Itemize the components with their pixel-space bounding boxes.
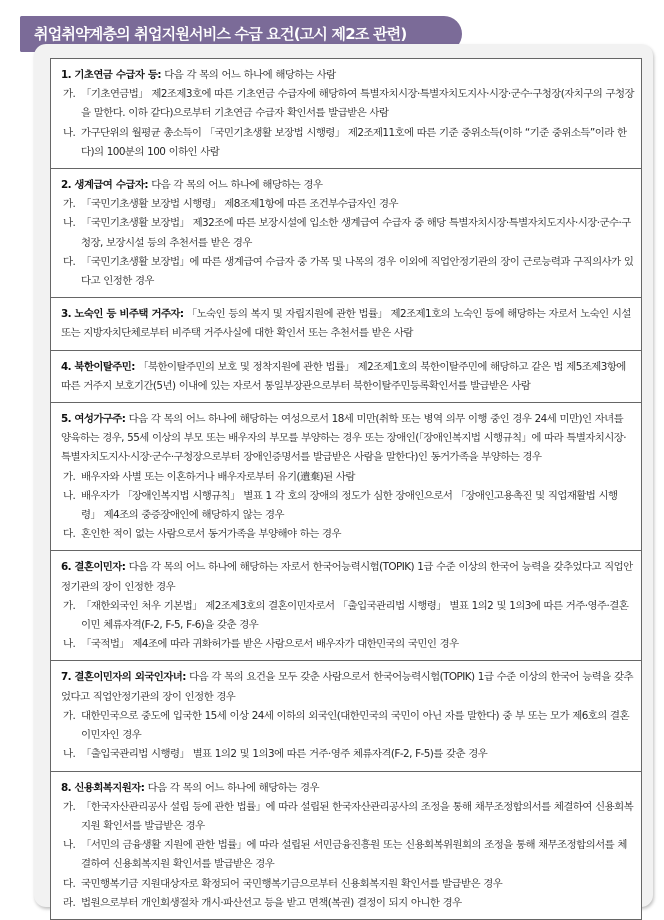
section-heading — [61, 305, 635, 343]
requirement-section-2 — [51, 168, 641, 297]
list-item — [61, 468, 635, 487]
item-marker: 나. — [63, 839, 76, 852]
item-marker: 나. — [63, 217, 76, 230]
section-title: 생계급여 수급자: — [74, 179, 148, 192]
section-description: 다음 각 목의 요건을 모두 갖춘 사람으로서 한국어능력시험(TOPIK) 1급 수준 이상의 한국어 능력을 갖추었다고 직업안정기관의 장이 인정한 경우 — [61, 671, 633, 703]
list-item — [61, 195, 635, 214]
section-number: 1. — [61, 69, 72, 81]
item-text: 「국민기초생활 보장법 시행령」 제8조제1항에 따른 조건부수급자인 경우 — [81, 198, 398, 211]
list-item — [61, 487, 635, 525]
section-number: 6. — [61, 561, 72, 574]
requirement-section-1 — [51, 58, 641, 168]
section-number: 5. — [61, 413, 72, 426]
list-item — [61, 124, 635, 162]
list-item — [61, 525, 635, 544]
item-text: 대한민국으로 중도에 입국한 15세 이상 24세 이하의 외국인(대한민국의 국민이 아닌 자를 말한다) 중 부 또는 모가 제6호의 결혼이민자인 경우 — [81, 709, 629, 742]
item-text: 배우자와 사별 또는 이혼하거나 배우자로부터 유기(遺棄)된 사람 — [81, 470, 355, 483]
list-item — [61, 875, 635, 894]
item-marker: 가. — [63, 198, 76, 211]
section-number: 2. — [61, 179, 72, 192]
requirement-section-3 — [51, 297, 641, 349]
item-marker: 다. — [63, 877, 76, 890]
item-marker: 가. — [63, 709, 76, 722]
section-description: 다음 각 목의 어느 하나에 해당하는 여성으로서 18세 미만(취학 또는 병역 의무 이행 중인 경우 24세 미만)인 자녀를 양육하는 경우, 55세 이상의 부모 또는 배우자의 부모를 부양하는 경우 또는 장애인(「장애인복지법 시행규칙」에 따라 특별자치시장·특별자치도지사·시장·군수·구청장으로부터 장애인증명서를 발급받은 사람을 말한다)인 동거가족을 부양하는 경우 — [61, 413, 627, 464]
requirement-section-4 — [51, 350, 641, 402]
section-number: 3. — [61, 308, 72, 321]
list-item — [61, 707, 635, 745]
section-title: 신용회복지원자: — [74, 781, 145, 794]
requirement-section-6 — [51, 550, 641, 660]
list-item — [61, 214, 635, 252]
section-heading — [61, 358, 635, 396]
list-item — [61, 836, 635, 874]
section-heading — [61, 176, 635, 195]
section-heading — [61, 668, 635, 706]
list-item — [61, 597, 635, 635]
item-text: 「서민의 금융생활 지원에 관한 법률」에 따라 설립된 서민금융진흥원 또는 신용회복위원회의 조정을 통해 채무조정합의서를 체결하여 신용회복지원 확인서를 발급받은 경우 — [81, 839, 627, 871]
section-number: 8. — [61, 781, 72, 794]
section-heading — [61, 410, 635, 468]
section-heading — [61, 558, 635, 596]
section-heading — [61, 66, 635, 85]
section-description: 다음 각 목의 어느 하나에 해당하는 경우 — [147, 781, 319, 794]
section-description: 다음 각 목의 어느 하나에 해당하는 사람 — [164, 69, 336, 81]
list-item — [61, 635, 635, 654]
section-title: 여성가구주: — [74, 413, 126, 426]
item-marker: 가. — [63, 800, 76, 813]
requirements-table — [50, 58, 642, 920]
item-marker: 나. — [63, 638, 76, 651]
section-title: 결혼이민자의 외국인자녀: — [74, 671, 186, 684]
requirement-section-5 — [51, 402, 641, 550]
section-title: 기초연금 수급자 등: — [74, 69, 161, 81]
item-text: 「재한외국인 처우 기본법」 제2조제3호의 결혼이민자로서 「출입국관리법 시행령」 별표 1의2 및 1의3에 따른 거주·영주·결혼이민 체류자격(F-2, F-5, F-6)을 갖춘 경우 — [81, 599, 629, 632]
item-marker: 다. — [63, 528, 76, 541]
section-title: 노숙인 등 비주택 거주자: — [74, 308, 184, 321]
item-text: 「한국자산관리공사 설립 등에 관한 법률」에 따라 설립된 한국자산관리공사의 조정을 통해 채무조정합의서를 체결하여 신용회복지원 확인서를 발급받은 경우 — [81, 800, 634, 832]
list-item — [61, 745, 635, 764]
item-marker: 다. — [63, 255, 76, 268]
item-text: 「국적법」 제4조에 따라 귀화허가를 받은 사람으로서 배우자가 대한민국의 국민인 경우 — [81, 638, 459, 651]
item-text: 법원으로부터 개인회생절차 개시·파산선고 등을 받고 면책(복권) 결정이 되지 아니한 경우 — [81, 896, 462, 909]
item-text: 국민행복기금 지원대상자로 확정되어 국민행복기금으로부터 신용회복지원 확인서를 발급받은 경우 — [81, 877, 503, 890]
section-description: 「노숙인 등의 복지 및 자립지원에 관한 법률」 제2조제1호의 노숙인 등에 해당하는 자로서 노숙인 시설 또는 지방자치단체로부터 비주택 거주사실에 대한 확인서 또는 추천서를 받은 사람 — [61, 308, 631, 340]
list-item — [61, 894, 635, 913]
list-item — [61, 798, 635, 836]
section-title: 북한이탈주민: — [74, 360, 135, 373]
section-heading — [61, 779, 635, 798]
section-description: 다음 각 목의 어느 하나에 해당하는 경우 — [151, 179, 323, 192]
list-item — [61, 85, 635, 123]
section-title: 결혼이민자: — [74, 561, 126, 574]
item-marker: 나. — [63, 748, 76, 761]
item-marker: 가. — [63, 599, 76, 612]
section-description: 「북한이탈주민의 보호 및 정착지원에 관한 법률」 제2조제1호의 북한이탈주민에 해당하고 같은 법 제5조제3항에 따른 거주지 보호기간(5년) 이내에 있는 자로서 통일부장관으로부터 북한이탈주민등록확인서를 발급받은 사람 — [61, 360, 626, 392]
item-text: 「기초연금법」 제2조제3호에 따른 기초연금 수급자에 해당하여 특별자치시장·특별자치도지사·시장·군수·구청장(자치구의 구청장을 말한다. 이하 같다)으로부터 기초연금 수급자 확인서를 발급받은 사람 — [81, 88, 634, 120]
item-text: 가구단위의 월평균 총소득이 「국민기초생활 보장법 시행령」 제2조제11호에 따른 기준 중위소득(이하 “기준 중위소득”이라 한다)의 100분의 100 이하인 사람 — [81, 126, 627, 158]
item-text: 「국민기초생활 보장법」에 따른 생계급여 수급자 중 가목 및 나목의 경우 이외에 직업안정기관의 장이 근로능력과 구직의사가 있다고 인정한 경우 — [81, 255, 634, 288]
item-marker: 가. — [63, 88, 76, 101]
requirement-section-8 — [51, 771, 641, 919]
item-text: 혼인한 적이 없는 사람으로서 동거가족을 부양해야 하는 경우 — [81, 528, 341, 541]
requirement-section-7 — [51, 660, 641, 770]
item-marker: 가. — [63, 470, 76, 483]
item-marker: 라. — [63, 896, 76, 909]
section-number: 7. — [61, 671, 72, 684]
item-text: 「출입국관리법 시행령」 별표 1의2 및 1의3에 따른 거주·영주 체류자격(F-2, F-5)를 갖춘 경우 — [81, 748, 488, 761]
list-item — [61, 253, 635, 291]
item-text: 배우자가 「장애인복지법 시행규칙」 별표 1 각 호의 장애의 정도가 심한 장애인으로서 「장애인고용촉진 및 직업재활법 시행령」 제4조의 중증장애인에 해당하지 않는 경우 — [81, 489, 618, 522]
section-number: 4. — [61, 360, 72, 373]
section-description: 다음 각 목의 어느 하나에 해당하는 자로서 한국어능력시험(TOPIK) 1급 수준 이상의 한국어 능력을 갖추었다고 직업안정기관의 장이 인정한 경우 — [61, 561, 633, 593]
item-marker: 나. — [63, 126, 76, 139]
item-marker: 나. — [63, 489, 76, 502]
page-title: 취업취약계층의 취업지원서비스 수급 요건(고시 제2조 관련) — [20, 16, 462, 52]
item-text: 「국민기초생활 보장법」 제32조에 따른 보장시설에 입소한 생계급여 수급자 중 해당 특별자치시장·특별자치도지사·시장·군수·구청장, 보장시설 등의 추천서를 받은 경우 — [81, 217, 631, 249]
